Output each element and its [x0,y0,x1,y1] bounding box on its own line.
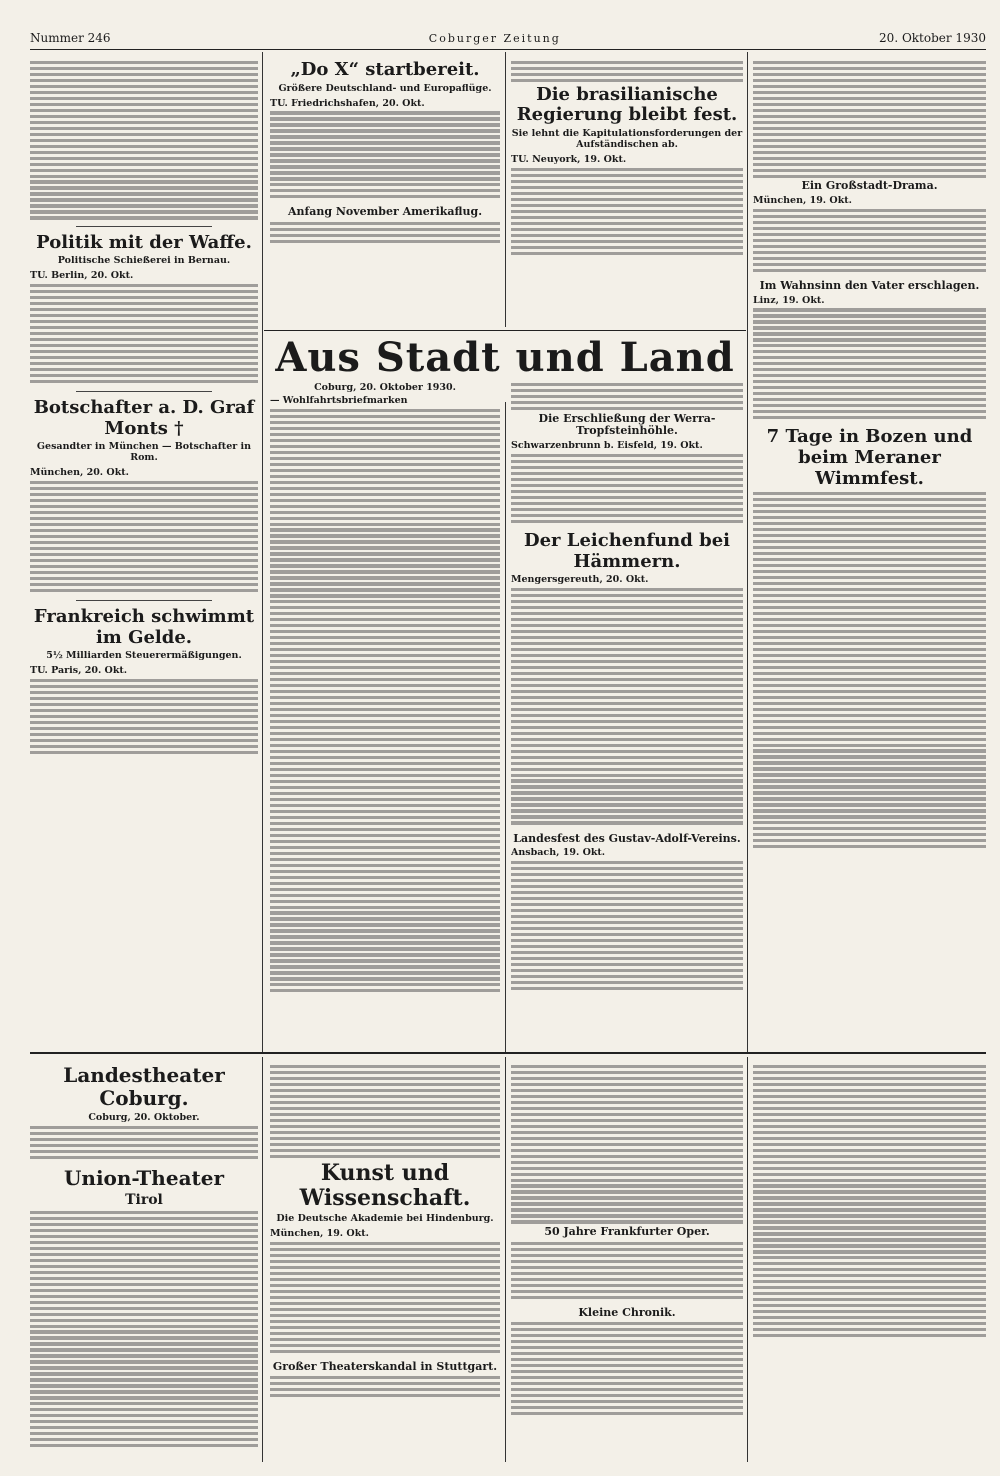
article-stuttgart [270,1361,500,1398]
headline: Im Wahnsinn den Vater erschlagen. [759,278,980,292]
headline: Landesfest des Gustav-Adolf-Vereins. [513,831,741,845]
masthead: Coburger Zeitung [428,31,561,45]
section-divider [264,330,746,331]
headline: Landestheater Coburg. [63,1063,225,1110]
article-bozen [753,427,986,848]
section-dateline: Coburg, 20. Oktober 1930. [314,382,456,393]
column-rule [505,1057,506,1462]
column-rule [747,52,748,1052]
dateline: — Wohlfahrtsbriefmarken [270,395,408,406]
headline: Die brasilianische Regierung bleibt fest. [516,83,738,126]
article-kunst [270,1161,500,1353]
subheadline: Politische Schießerei in Bernau. [57,255,231,267]
section-title-text: Aus Stadt und Land [275,334,735,381]
headline: Botschafter a. D. Graf Monts † [33,397,255,439]
column-1-bottom [30,1062,258,1462]
dateline: München, 20. Okt. [30,467,129,479]
column-4-bottom [753,1062,986,1462]
column-rule [505,402,506,1052]
article-brasil [511,85,743,255]
headline: Kunst und Wissenschaft. [299,1159,471,1211]
issue-date: 20. Oktober 1930 [879,31,986,45]
subheadline: Größere Deutschland- und Europaflüge. [278,82,492,94]
column-3-bottom [511,1062,743,1462]
subheadline: Sie lehnt die Kapitulationsforderungen der Aufständischen ab. [511,128,743,151]
dateline: München, 19. Okt. [270,1228,369,1240]
page-header [30,27,986,50]
article-monts [30,398,258,592]
column-3-top [511,58,743,326]
headline: „Do X“ startbereit. [290,59,480,80]
article-leichenfund [511,531,743,825]
dateline: Mengersgereuth, 20. Okt. [511,574,649,586]
dateline: TU. Paris, 20. Okt. [30,665,128,677]
article-gustav [511,833,743,990]
headline: Frankreich schwimmt im Gelde. [33,606,255,648]
dateline: Coburg, 20. Oktober. [88,1112,200,1123]
headline: Der Leichenfund bei Hämmern. [524,529,730,572]
article-frankreich [30,607,258,754]
dateline: München, 19. Okt. [753,195,852,207]
headline: Großer Theaterskandal in Stuttgart. [272,1359,498,1373]
dateline: TU. Friedrichshafen, 20. Okt. [270,97,425,109]
subheadline: Tirol [125,1191,163,1208]
column-rule [262,1057,263,1462]
article-wahnsinn [753,280,986,419]
article-werra [511,413,743,523]
headline: 50 Jahre Frankfurter Oper. [544,1225,710,1239]
article-politik [30,233,258,383]
column-rule [262,52,263,1052]
headline: Die Erschließung der Werra-Tropfsteinhöhle. [538,411,716,438]
column-rule [505,52,506,327]
subheadline: 5½ Milliarden Steuerermäßigungen. [46,650,242,662]
article-wohlfahrt [270,395,500,992]
headline: 7 Tage in Bozen und beim Meraner Wimmfest. [766,426,973,489]
column-4 [753,58,986,1048]
headline: Anfang November Amerikaflug. [287,205,483,219]
column-2-local [270,380,500,1048]
dateline: TU. Berlin, 20. Okt. [30,270,134,282]
headline: Ein Großstadt-Drama. [801,179,938,193]
article-theater [30,1064,258,1159]
headline: Kleine Chronik. [578,1305,676,1319]
column-2-bottom [270,1062,500,1462]
article-chronik [511,1307,743,1415]
section-divider [30,1052,986,1054]
issue-number: Nummer 246 [30,31,111,45]
column-2-top [270,58,500,326]
article-dox [270,60,500,198]
article-grossstadt [753,180,986,271]
article-union [30,1167,258,1447]
subheadline: Gesandter in München — Botschafter in Rom. [36,441,252,464]
headline: Union-Theater [63,1165,225,1190]
dateline: Ansbach, 19. Okt. [511,847,606,859]
article-continued-text [30,61,258,220]
dateline: Schwarzenbrunn b. Eisfeld, 19. Okt. [511,440,703,451]
column-rule [747,1057,748,1462]
dateline: TU. Neuyork, 19. Okt. [511,154,627,166]
column-3-local [511,380,743,1048]
article-frankfurt [511,1226,743,1298]
dateline: Linz, 19. Okt. [753,294,825,306]
column-1 [30,58,258,1048]
headline: Politik mit der Waffe. [36,231,252,253]
section-title [264,334,746,381]
subheadline: Die Deutsche Akademie bei Hindenburg. [276,1213,494,1225]
